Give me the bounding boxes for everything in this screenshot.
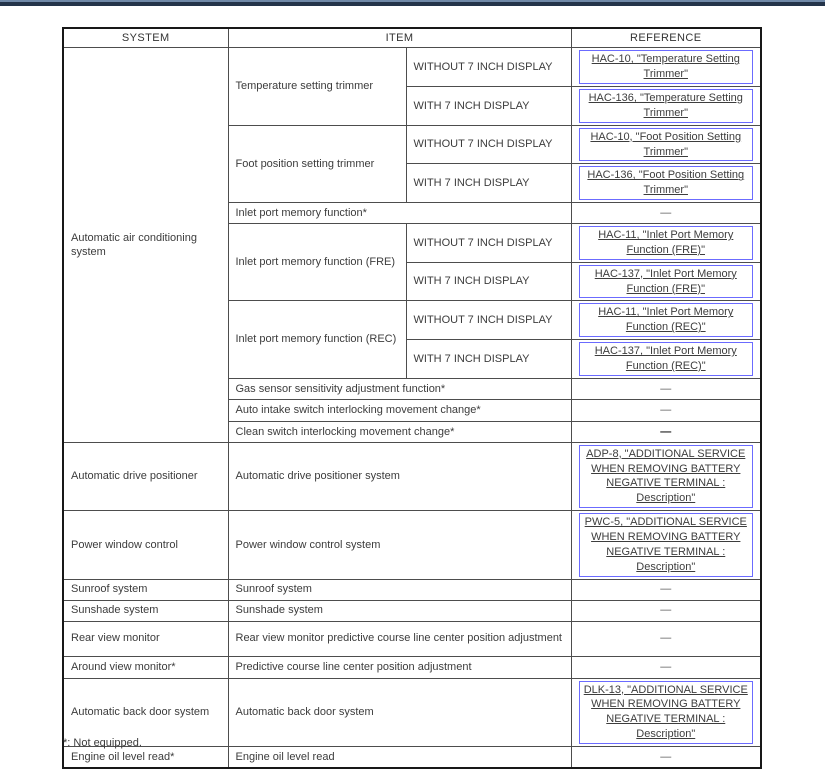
cell-reference: [571, 421, 761, 442]
cell-variant-without-display: WITHOUT 7 INCH DISPLAY: [406, 125, 571, 164]
cell-variant-with-display: WITH 7 INCH DISPLAY: [406, 164, 571, 203]
table-row: [63, 746, 761, 768]
cell-reference: [571, 600, 761, 621]
cell-reference: [571, 579, 761, 600]
cell-item-gas-sensor: Gas sensor sensitivity adjustment function*: [228, 378, 571, 399]
cell-item-pwc-system: Power window control system: [228, 511, 571, 579]
cell-item-inlet-port-memory-fre: Inlet port memory function (FRE): [228, 224, 406, 301]
cell-reference: [571, 224, 761, 263]
reference-dash: —: [660, 206, 672, 219]
reference-link-hac10-foot-position[interactable]: HAC-10, "Foot Position Setting Trimmer": [579, 128, 754, 162]
cell-variant-with-display: WITH 7 INCH DISPLAY: [406, 262, 571, 301]
cell-variant-without-display: WITHOUT 7 INCH DISPLAY: [406, 224, 571, 263]
cell-item-auto-back-door: Automatic back door system: [228, 678, 571, 746]
cell-reference: [571, 621, 761, 656]
cell-system-sunshade: Sunshade system: [63, 600, 228, 621]
reference-dash: —: [660, 583, 672, 596]
cell-item-sunshade: Sunshade system: [228, 600, 571, 621]
cell-system-adp: Automatic drive positioner: [63, 442, 228, 510]
table-row: [63, 48, 761, 87]
cell-variant-with-display: WITH 7 INCH DISPLAY: [406, 86, 571, 125]
table-row: [63, 511, 761, 579]
footnote: *: Not equipped.: [63, 737, 142, 749]
cell-item-inlet-port-memory-rec: Inlet port memory function (REC): [228, 301, 406, 378]
reference-link-dlk13[interactable]: DLK-13, "ADDITIONAL SERVICE WHEN REMOVING BATTERY NEGATIVE TERMINAL : Description": [579, 681, 754, 744]
cell-system-sunroof: Sunroof system: [63, 579, 228, 600]
cell-reference: [571, 125, 761, 164]
header-item: ITEM: [228, 28, 571, 48]
cell-item-around-view-monitor: Predictive course line center position adjustment: [228, 656, 571, 678]
header-system: SYSTEM: [63, 28, 228, 48]
reference-link-hac136-foot-position[interactable]: HAC-136, "Foot Position Setting Trimmer": [579, 166, 754, 200]
cell-item-clean-switch: Clean switch interlocking movement change*: [228, 421, 571, 442]
reference-link-hac136-temperature[interactable]: HAC-136, "Temperature Setting Trimmer": [579, 89, 754, 123]
cell-reference: [571, 203, 761, 224]
reference-link-hac11-fre[interactable]: HAC-11, "Inlet Port Memory Function (FRE)": [579, 226, 754, 260]
reference-dash: —: [660, 660, 672, 673]
cell-variant-with-display: WITH 7 INCH DISPLAY: [406, 340, 571, 379]
cell-reference: [571, 301, 761, 340]
cell-item-temperature-trimmer: Temperature setting trimmer: [228, 48, 406, 125]
reference-dash: —: [660, 382, 672, 395]
header-reference: REFERENCE: [571, 28, 761, 48]
cell-item-engine-oil: Engine oil level read: [228, 746, 571, 768]
reference-link-hac11-rec[interactable]: HAC-11, "Inlet Port Memory Function (REC)": [579, 303, 754, 337]
cell-variant-without-display: WITHOUT 7 INCH DISPLAY: [406, 301, 571, 340]
reference-link-pwc5[interactable]: PWC-5, "ADDITIONAL SERVICE WHEN REMOVING BATTERY NEGATIVE TERMINAL : Description": [579, 513, 754, 576]
table-row: [63, 600, 761, 621]
table-row: [63, 621, 761, 656]
table-header-row: [63, 28, 761, 48]
reference-link-adp8[interactable]: ADP-8, "ADDITIONAL SERVICE WHEN REMOVING BATTERY NEGATIVE TERMINAL : Description": [579, 445, 754, 508]
reference-dash: —: [660, 604, 672, 617]
cell-reference: [571, 48, 761, 87]
cell-system-around-view-monitor: Around view monitor*: [63, 656, 228, 678]
cell-reference: [571, 378, 761, 399]
table-row: [63, 579, 761, 600]
cell-reference: [571, 656, 761, 678]
cell-item-auto-intake-switch: Auto intake switch interlocking movement change*: [228, 399, 571, 421]
reference-dash: —: [660, 751, 672, 764]
cell-item-rear-view-monitor: Rear view monitor predictive course line center position adjustment: [228, 621, 571, 656]
cell-system-auto-back-door: Automatic back door system: [63, 678, 228, 746]
table-row: [63, 442, 761, 510]
cell-item-adp-system: Automatic drive positioner system: [228, 442, 571, 510]
cell-system-ac: Automatic air conditioning system: [63, 48, 228, 443]
cell-reference: [571, 442, 761, 510]
cell-reference: [571, 262, 761, 301]
cell-variant-without-display: WITHOUT 7 INCH DISPLAY: [406, 48, 571, 87]
cell-system-pwc: Power window control: [63, 511, 228, 579]
window-top-border: [0, 0, 825, 6]
cell-item-sunroof: Sunroof system: [228, 579, 571, 600]
reference-dash: —: [660, 632, 672, 645]
cell-reference: [571, 86, 761, 125]
cell-reference: [571, 511, 761, 579]
cell-system-rear-view-monitor: Rear view monitor: [63, 621, 228, 656]
reference-link-hac10-temperature[interactable]: HAC-10, "Temperature Setting Trimmer": [579, 50, 754, 84]
cell-reference: [571, 340, 761, 379]
reference-link-hac137-fre[interactable]: HAC-137, "Inlet Port Memory Function (FRE)": [579, 265, 754, 299]
cell-reference: [571, 399, 761, 421]
table-row: [63, 656, 761, 678]
cell-reference: [571, 746, 761, 768]
reference-dash: —: [660, 404, 672, 417]
table-row: [63, 678, 761, 746]
cell-item-foot-position-trimmer: Foot position setting trimmer: [228, 125, 406, 202]
reference-dash: —: [660, 425, 672, 438]
cell-item-inlet-port-memory: Inlet port memory function*: [228, 203, 571, 224]
reference-link-hac137-rec[interactable]: HAC-137, "Inlet Port Memory Function (REC)": [579, 342, 754, 376]
cell-reference: [571, 164, 761, 203]
cell-system-engine-oil: Engine oil level read*: [63, 746, 228, 768]
service-reference-table: [62, 27, 762, 769]
cell-reference: [571, 678, 761, 746]
